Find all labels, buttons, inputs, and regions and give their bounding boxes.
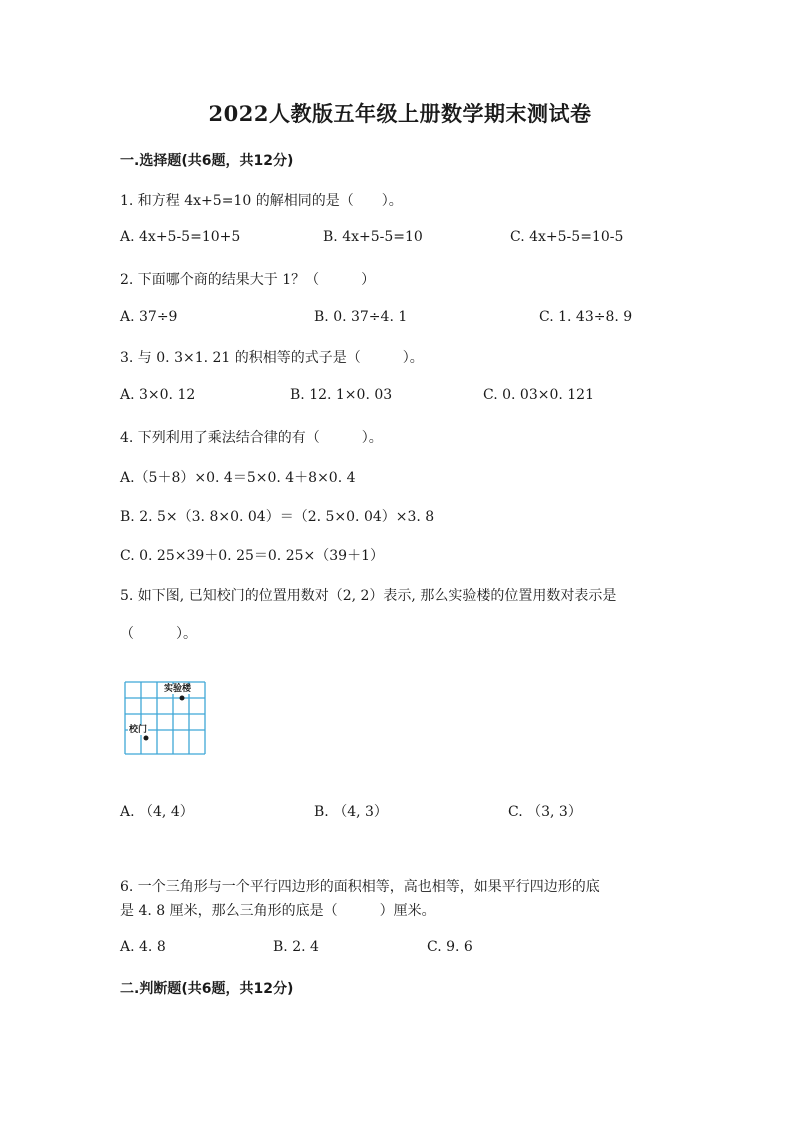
question-6-stem-continued: 是 4. 8 厘米，那么三角形的底是（ ）厘米。 [120,903,436,919]
question-3-option-c: C. 0. 03×0. 121 [483,387,594,403]
question-5-option-c: C. （3, 3） [508,804,582,820]
lab-label: 实验楼 [164,684,192,694]
question-5-option-a: A. （4, 4） [120,804,194,820]
lab-point [180,696,185,701]
question-6-option-a: A. 4. 8 [120,939,166,955]
coordinate-grid-figure [122,679,208,759]
question-2-option-a: A. 37÷9 [120,309,178,325]
page-title: 2022人教版五年级上册数学期末测试卷 [208,101,592,126]
question-1-option-b: B. 4x+5-5=10 [323,229,423,245]
question-4-option-c: C. 0. 25×39＋0. 25＝0. 25×（39＋1） [120,548,384,564]
section-heading-choice: 一.选择题(共6题，共12分) [120,153,294,169]
question-1-option-a: A. 4x+5-5=10+5 [120,229,241,245]
gate-point [144,736,149,741]
question-5-stem-continued: （ ）。 [120,626,197,642]
question-4-stem: 4. 下列利用了乘法结合律的有（ ）。 [120,430,383,446]
question-4-option-a: A.（5＋8）×0. 4＝5×0. 4＋8×0. 4 [120,470,356,486]
question-3-stem: 3. 与 0. 3×1. 21 的积相等的式子是（ ）。 [120,350,424,366]
question-1-stem: 1. 和方程 4x+5=10 的解相同的是（ ）。 [120,193,403,209]
question-5-stem: 5. 如下图, 已知校门的位置用数对（2, 2）表示, 那么实验楼的位置用数对表示是 [120,588,617,604]
question-2-stem: 2. 下面哪个商的结果大于 1？（ ） [120,272,376,288]
question-6-stem: 6. 一个三角形与一个平行四边形的面积相等，高也相等，如果平行四边形的底 [120,879,600,895]
question-3-option-b: B. 12. 1×0. 03 [290,387,393,403]
question-2-option-b: B. 0. 37÷4. 1 [314,309,408,325]
question-6-option-c: C. 9. 6 [427,939,473,955]
question-3-option-a: A. 3×0. 12 [120,387,196,403]
question-1-option-c: C. 4x+5-5=10-5 [510,229,624,245]
question-4-option-b: B. 2. 5×（3. 8×0. 04）＝（2. 5×0. 04）×3. 8 [120,509,435,525]
question-5-option-b: B. （4, 3） [314,804,388,820]
question-2-option-c: C. 1. 43÷8. 9 [539,309,633,325]
gate-label: 校门 [129,725,148,735]
section-heading-judgment: 二.判断题(共6题，共12分) [120,981,294,997]
question-6-option-b: B. 2. 4 [273,939,319,955]
